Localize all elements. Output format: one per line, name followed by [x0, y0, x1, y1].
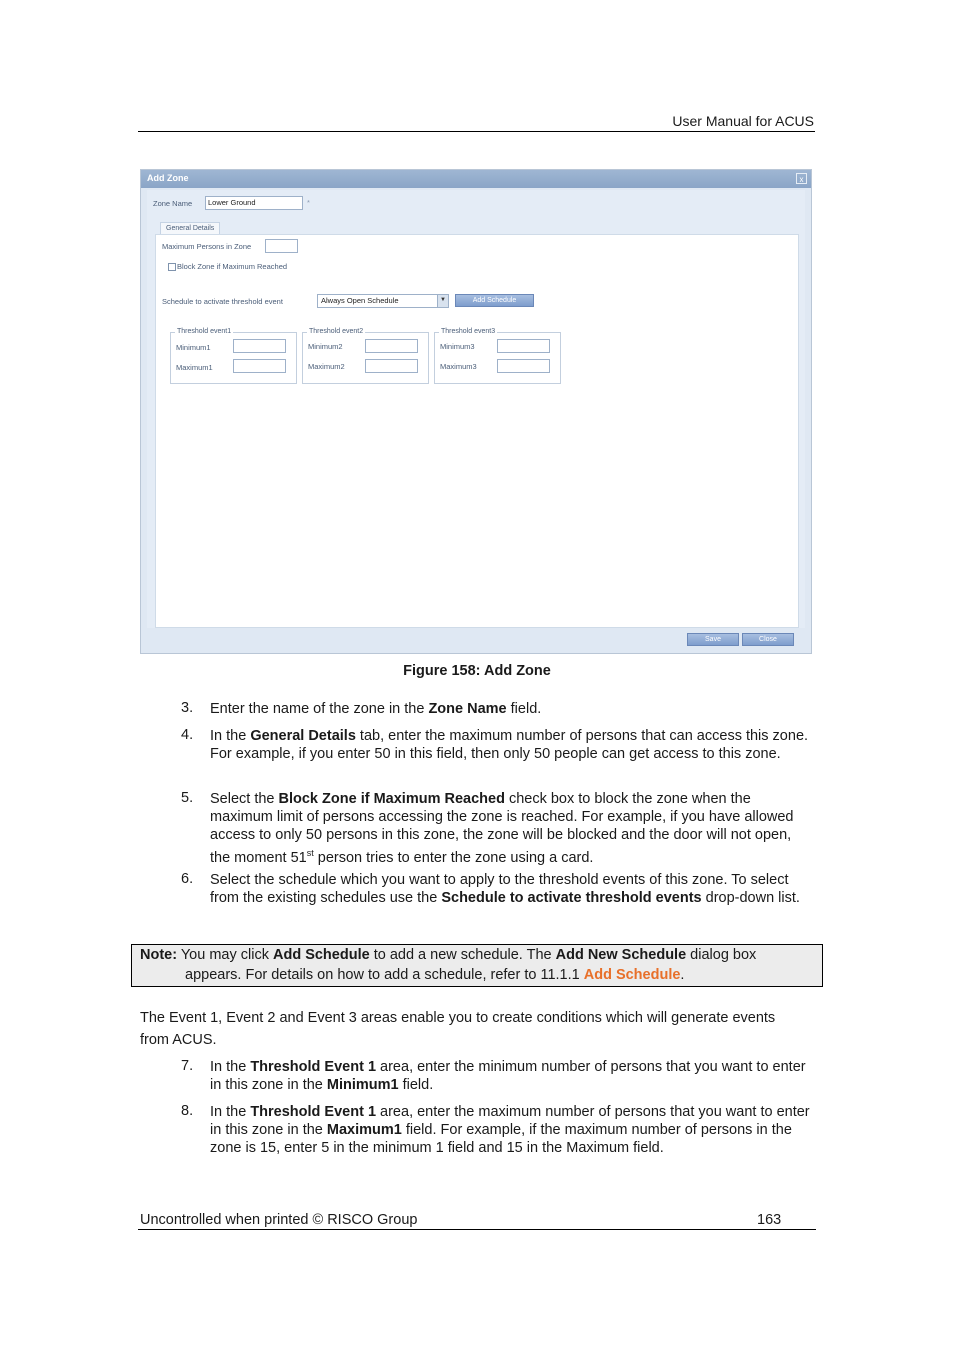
- figure-caption: Figure 158: Add Zone: [403, 663, 551, 679]
- close-icon[interactable]: x: [796, 173, 807, 184]
- add-schedule-button[interactable]: Add Schedule: [455, 294, 534, 307]
- maximum2-input[interactable]: [365, 359, 418, 373]
- maximum1-input[interactable]: [233, 359, 286, 373]
- zone-name-label: Zone Name: [153, 199, 193, 208]
- step-text: In the General Details tab, enter the maximum number of persons that can access this zone. For example, if you enter 50 in this field, then only 50 people can get access to this zone.: [210, 728, 809, 762]
- general-details-panel: [155, 234, 799, 628]
- step-text: Select the Block Zone if Maximum Reached check box to block the zone when the maximum limit of persons accessing the zone is reached. For example, if you have allowed access to only 50 persons in this zone, the zone will be blocked and the door will not open, the moment 51st person tries to enter the zone using a card.: [210, 791, 794, 866]
- chevron-down-icon: ▼: [437, 295, 448, 307]
- threshold-event3-group: [434, 328, 561, 384]
- block-zone-label: Block Zone if Maximum Reached: [177, 262, 288, 271]
- schedule-label: Schedule to activate threshold event: [162, 297, 283, 306]
- note-line: Note: You may click Add Schedule to add a new schedule. The Add New Schedule dialog box: [140, 947, 757, 963]
- step-text: In the Threshold Event 1 area, enter the maximum number of persons that you want to enter in this zone in the Maximum1 field. For example, if the maximum number of persons in the zone is 15, enter 5 in the minimum 1 field and 15 in the Maximum field.: [210, 1104, 810, 1156]
- header-rule: [138, 131, 815, 132]
- step-number: 7.: [181, 1058, 194, 1074]
- schedule-select[interactable]: [317, 294, 449, 308]
- threshold-event2-group: [302, 328, 429, 384]
- step-text: Select the schedule which you want to apply to the threshold events of this zone. To select from the existing schedules use the Schedule to activate threshold events drop-down list.: [210, 872, 800, 906]
- threshold-event1-group: [170, 328, 297, 384]
- step-text: Enter the name of the zone in the Zone Name field.: [210, 701, 542, 717]
- add-schedule-link[interactable]: Add Schedule: [583, 967, 681, 983]
- minimum2-input[interactable]: [365, 339, 418, 353]
- block-zone-checkbox[interactable]: [168, 263, 176, 271]
- schedule-select-value: Always Open Schedule: [321, 296, 399, 305]
- running-header: User Manual for ACUS: [672, 113, 814, 129]
- intro-paragraph: The Event 1, Event 2 and Event 3 areas enable you to create conditions which will generate events from ACUS.: [140, 1010, 776, 1048]
- maximum3-label: Maximum3: [440, 362, 477, 371]
- required-marker: *: [307, 198, 310, 207]
- maximum3-input[interactable]: [497, 359, 550, 373]
- minimum3-input[interactable]: [497, 339, 550, 353]
- close-button[interactable]: Close: [742, 633, 794, 646]
- dialog-titlebar: [141, 170, 811, 188]
- dialog-body: [147, 190, 805, 628]
- minimum1-label: Minimum1: [176, 343, 211, 352]
- minimum3-label: Minimum3: [440, 342, 475, 351]
- footer-rule: [138, 1229, 816, 1230]
- page-number: 163: [757, 1212, 782, 1228]
- dialog-footer: [141, 630, 811, 653]
- step-number: 6.: [181, 871, 194, 887]
- zone-name-input[interactable]: Lower Ground: [205, 196, 303, 210]
- max-persons-input[interactable]: [265, 239, 298, 253]
- max-persons-label: Maximum Persons in Zone: [162, 242, 252, 251]
- threshold-event3-legend: Threshold event3: [441, 328, 496, 335]
- note-box: [131, 944, 823, 987]
- step-number: 8.: [181, 1103, 194, 1119]
- footer-copyright: Uncontrolled when printed © RISCO Group: [140, 1212, 418, 1228]
- step-number: 3.: [181, 700, 194, 716]
- maximum2-label: Maximum2: [308, 362, 345, 371]
- step-text: In the Threshold Event 1 area, enter the minimum number of persons that you want to enter in this zone in the Minimum1 field.: [210, 1059, 806, 1093]
- note-line: appears. For details on how to add a schedule, refer to 11.1.1 Add Schedule.: [185, 967, 685, 983]
- threshold-event2-legend: Threshold event2: [309, 328, 364, 335]
- step-number: 4.: [181, 727, 194, 743]
- maximum1-label: Maximum1: [176, 363, 213, 372]
- minimum2-label: Minimum2: [308, 342, 343, 351]
- minimum1-input[interactable]: [233, 339, 286, 353]
- threshold-event1-legend: Threshold event1: [177, 328, 232, 335]
- dialog-title: Add Zone: [147, 173, 189, 183]
- step-number: 5.: [181, 790, 194, 806]
- tab-general-details[interactable]: General Details: [160, 222, 220, 234]
- add-zone-dialog: [140, 169, 812, 654]
- save-button[interactable]: Save: [687, 633, 739, 646]
